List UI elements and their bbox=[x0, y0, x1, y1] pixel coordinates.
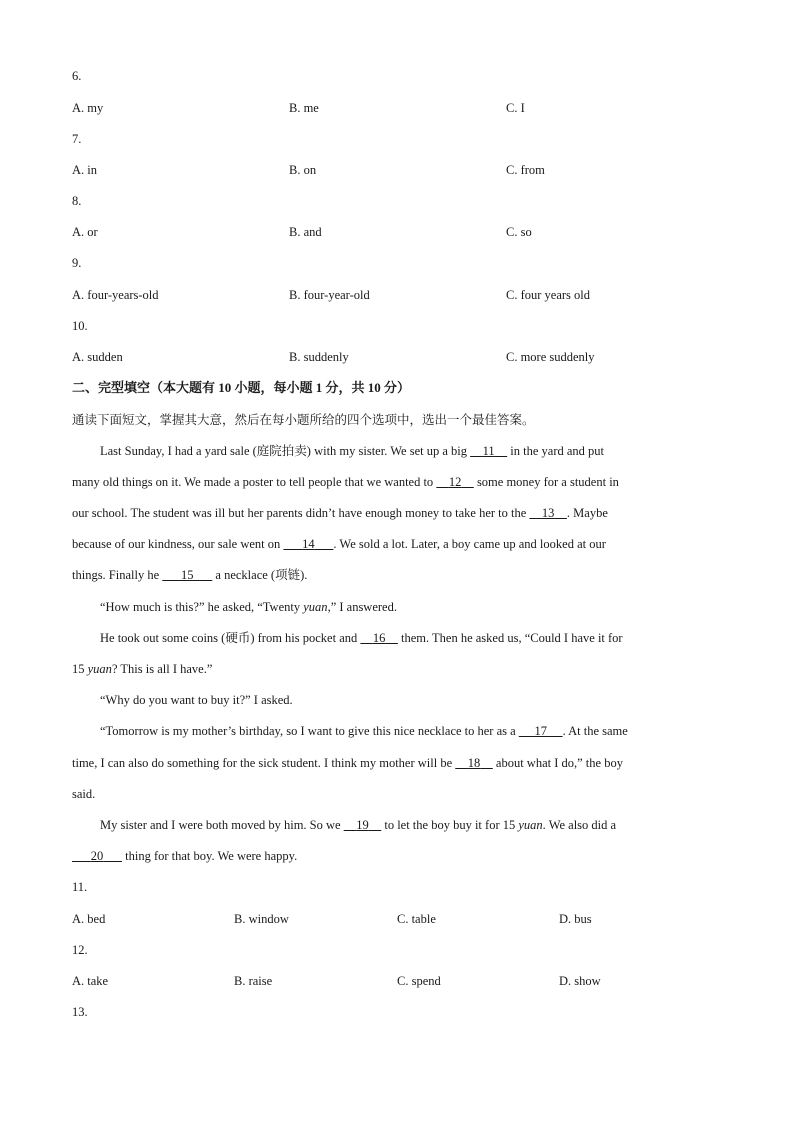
passage-line: Last Sunday, I had a yard sale (庭院拍卖) with my sister. We set up a big 11 in the yard and put bbox=[100, 444, 605, 458]
q10-option-c: C. more suddenly bbox=[506, 350, 595, 364]
q8-option-a: A. or bbox=[72, 225, 98, 239]
passage-line: said. bbox=[72, 787, 96, 801]
q7-option-a: A. in bbox=[72, 163, 97, 177]
passage-line: many old things on it. We made a poster to tell people that we wanted to 12 some money for a student in bbox=[72, 475, 619, 489]
q6-option-a: A. my bbox=[72, 101, 104, 115]
q9-option-a: A. four-years-old bbox=[72, 288, 159, 302]
passage-line: “Tomorrow is my mother’s birthday, so I want to give this nice necklace to her as a 17 . At the same bbox=[100, 724, 628, 738]
question-13-number: 13. bbox=[72, 1005, 88, 1019]
blank-16: 16 bbox=[372, 631, 386, 645]
question-7-number: 7. bbox=[72, 132, 82, 146]
q7-option-c: C. from bbox=[506, 163, 545, 177]
passage-line: our school. The student was ill but her parents didn’t have enough money to take her to the 13 . Maybe bbox=[72, 506, 608, 520]
q11-option-c: C. table bbox=[397, 912, 436, 926]
q9-option-b: B. four-year-old bbox=[289, 288, 370, 302]
question-9-number: 9. bbox=[72, 256, 82, 270]
question-6-number: 6. bbox=[72, 69, 82, 83]
passage-line: “Why do you want to buy it?” I asked. bbox=[100, 693, 293, 707]
blank-17: 17 bbox=[534, 724, 547, 738]
passage-line: “How much is this?” he asked, “Twenty yuan,” I answered. bbox=[100, 600, 397, 614]
q12-option-d: D. show bbox=[559, 974, 601, 988]
q11-option-a: A. bed bbox=[72, 912, 106, 926]
blank-13: 13 bbox=[541, 506, 555, 520]
q10-option-a: A. sudden bbox=[72, 350, 123, 364]
blank-12: 12 bbox=[448, 475, 462, 489]
q10-option-b: B. suddenly bbox=[289, 350, 349, 364]
q8-option-b: B. and bbox=[289, 225, 322, 239]
blank-20: 20 bbox=[90, 849, 104, 863]
q12-option-a: A. take bbox=[72, 974, 109, 988]
section-instruction: 通读下面短文，掌握其大意，然后在每小题所给的四个选项中，选出一个最佳答案。 bbox=[72, 413, 535, 427]
q6-option-c: C. I bbox=[506, 101, 525, 115]
blank-19: 19 bbox=[356, 818, 369, 832]
q7-option-b: B. on bbox=[289, 163, 317, 177]
question-8-number: 8. bbox=[72, 194, 82, 208]
question-12-number: 12. bbox=[72, 943, 88, 957]
passage-line: My sister and I were both moved by him. So we 19 to let the boy buy it for 15 yuan. We also did a bbox=[100, 818, 617, 832]
q8-option-c: C. so bbox=[506, 225, 532, 239]
q9-option-c: C. four years old bbox=[506, 288, 591, 302]
q12-option-b: B. raise bbox=[234, 974, 273, 988]
passage-line: 20 thing for that boy. We were happy. bbox=[90, 849, 298, 863]
question-10-number: 10. bbox=[72, 319, 88, 333]
question-11-number: 11. bbox=[72, 880, 88, 894]
q6-option-b: B. me bbox=[289, 101, 319, 115]
passage-line: He took out some coins (硬币) from his pocket and 16 them. Then he asked us, “Could I have it for bbox=[100, 631, 623, 645]
blank-15: 15 bbox=[181, 568, 194, 582]
passage-line: things. Finally he 15 a necklace (项链). bbox=[72, 568, 308, 582]
q12-option-c: C. spend bbox=[397, 974, 441, 988]
q11-option-d: D. bus bbox=[559, 912, 592, 926]
passage-line: because of our kindness, our sale went on 14 . We sold a lot. Later, a boy came up and looked at our bbox=[72, 537, 606, 551]
blank-14: 14 bbox=[302, 537, 315, 551]
section-heading: 二、完型填空（本大题有 10 小题，每小题 1 分，共 10 分） bbox=[72, 380, 411, 395]
passage-line: 15 yuan? This is all I have.” bbox=[72, 662, 213, 676]
passage-line: time, I can also do something for the sick student. I think my mother will be 18 about what I do,” the boy bbox=[72, 756, 623, 770]
q11-option-b: B. window bbox=[234, 912, 289, 926]
blank-18: 18 bbox=[467, 756, 481, 770]
blank-11: 11 bbox=[482, 444, 495, 458]
